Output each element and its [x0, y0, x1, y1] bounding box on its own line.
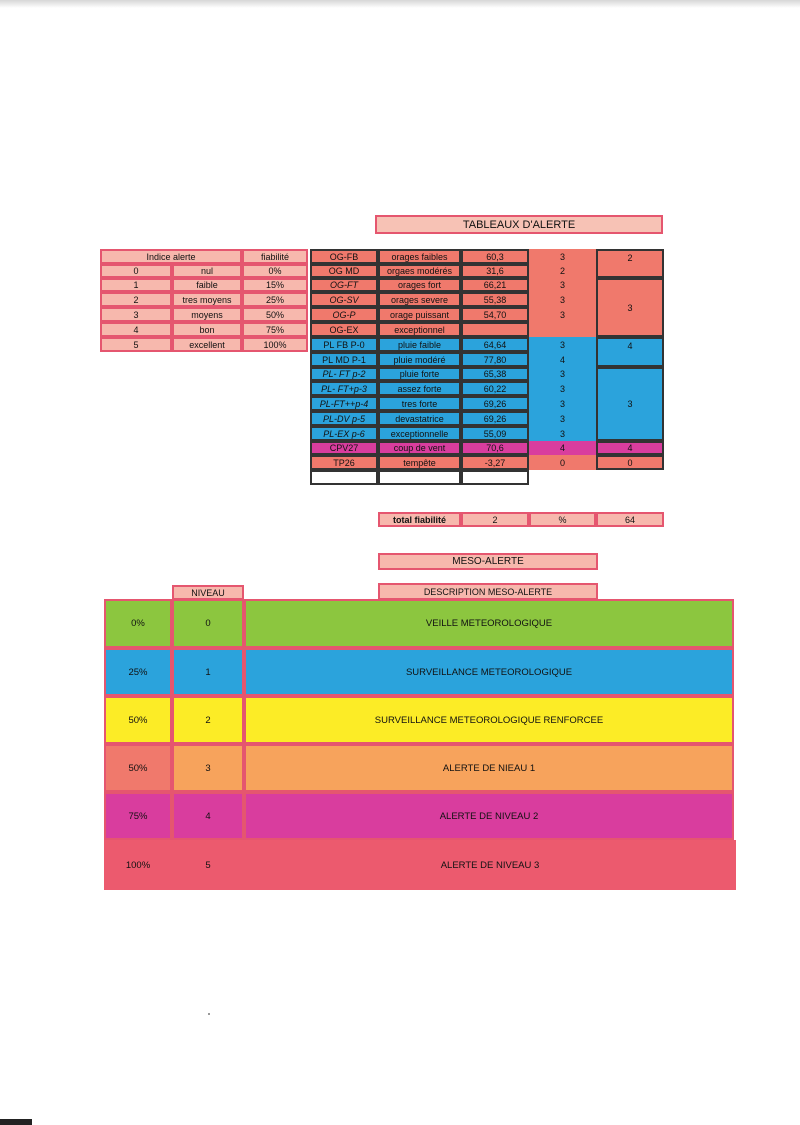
- alert-value: 54,70: [461, 307, 529, 322]
- alert-desc: exceptionnelle: [378, 426, 461, 441]
- alert-level: 3: [529, 337, 596, 352]
- total-unit: %: [529, 512, 596, 527]
- meso-pct: 50%: [104, 696, 172, 744]
- meso-desc: SURVEILLANCE METEOROLOGIQUE RENFORCEE: [244, 696, 734, 744]
- alert-level: 3: [529, 426, 596, 441]
- empty-cell: [310, 470, 378, 485]
- alert-value: 69,26: [461, 411, 529, 426]
- alert-level: 2: [529, 264, 596, 278]
- niveau-header: NIVEAU: [172, 585, 244, 600]
- alert-code: PL FB P-0: [310, 337, 378, 352]
- indice-label: faible: [172, 278, 242, 292]
- alert-value: -3,27: [461, 455, 529, 470]
- indice-header: Indice alerte: [100, 249, 242, 264]
- alert-code: CPV27: [310, 441, 378, 455]
- alert-group: 4: [596, 337, 664, 367]
- empty-cell: [461, 470, 529, 485]
- indice-pct: 100%: [242, 337, 308, 352]
- description-header: DESCRIPTION MESO-ALERTE: [378, 583, 598, 600]
- alert-group: 0: [596, 455, 664, 470]
- alert-level: 4: [529, 441, 596, 455]
- scan-speck: [208, 1013, 210, 1015]
- indice-num: 0: [100, 264, 172, 278]
- meso-level: 0: [172, 599, 244, 648]
- indice-label: tres moyens: [172, 292, 242, 307]
- alert-value: 70,6: [461, 441, 529, 455]
- alert-desc: exceptionnel: [378, 322, 461, 337]
- meso-desc: ALERTE DE NIVEAU 2: [244, 792, 734, 840]
- alert-desc: orages severe: [378, 292, 461, 307]
- alert-desc: coup de vent: [378, 441, 461, 455]
- alert-value: 60,22: [461, 381, 529, 396]
- meso-level: 3: [172, 744, 244, 792]
- alert-desc: tempête: [378, 455, 461, 470]
- meso-level: 5: [172, 840, 244, 890]
- alert-value: 55,09: [461, 426, 529, 441]
- alert-value: [461, 322, 529, 337]
- alert-level: 3: [529, 292, 596, 307]
- indice-num: 3: [100, 307, 172, 322]
- alert-desc: pluie modéré: [378, 352, 461, 367]
- meso-desc: VEILLE METEOROLOGIQUE: [244, 599, 734, 648]
- meso-title: MESO-ALERTE: [378, 553, 598, 570]
- meso-pct: 25%: [104, 648, 172, 696]
- indice-num: 5: [100, 337, 172, 352]
- indice-num: 2: [100, 292, 172, 307]
- alert-code: OG MD: [310, 264, 378, 278]
- alert-level: 3: [529, 411, 596, 426]
- alert-value: 69,26: [461, 396, 529, 411]
- alert-code: PL-DV p-5: [310, 411, 378, 426]
- meso-level: 4: [172, 792, 244, 840]
- alert-desc: devastatrice: [378, 411, 461, 426]
- alert-desc: orages fort: [378, 278, 461, 292]
- alert-level: [529, 322, 596, 337]
- alert-code: PL-FT++p-4: [310, 396, 378, 411]
- alert-level: 3: [529, 278, 596, 292]
- alert-code: OG-FB: [310, 249, 378, 264]
- alert-desc: pluie faible: [378, 337, 461, 352]
- meso-pct: 0%: [104, 599, 172, 648]
- alert-desc: tres forte: [378, 396, 461, 411]
- alert-level: 3: [529, 381, 596, 396]
- empty-cell: [378, 470, 461, 485]
- alert-value: 31,6: [461, 264, 529, 278]
- alert-level: 0: [529, 455, 596, 470]
- alert-value: 64,64: [461, 337, 529, 352]
- indice-label: nul: [172, 264, 242, 278]
- alert-value: 65,38: [461, 367, 529, 381]
- indice-pct: 75%: [242, 322, 308, 337]
- scan-edge: [0, 0, 800, 8]
- scan-corner: [0, 1119, 32, 1125]
- alert-group: 2: [596, 249, 664, 278]
- alert-code: OG-FT: [310, 278, 378, 292]
- alert-level: 3: [529, 396, 596, 411]
- indice-pct: 15%: [242, 278, 308, 292]
- total-value: 2: [461, 512, 529, 527]
- meso-desc: ALERTE DE NIEAU 1: [244, 744, 734, 792]
- total-label: total fiabilité: [378, 512, 461, 527]
- alert-desc: orages faibles: [378, 249, 461, 264]
- meso-desc: ALERTE DE NIVEAU 3: [244, 840, 736, 890]
- indice-num: 4: [100, 322, 172, 337]
- alert-desc: orage puissant: [378, 307, 461, 322]
- alert-code: OG-SV: [310, 292, 378, 307]
- alert-value: 66,21: [461, 278, 529, 292]
- meso-desc: SURVEILLANCE METEOROLOGIQUE: [244, 648, 734, 696]
- meso-level: 2: [172, 696, 244, 744]
- meso-pct: 75%: [104, 792, 172, 840]
- alert-value: 77,80: [461, 352, 529, 367]
- fiabilite-header: fiabilité: [242, 249, 308, 264]
- alert-value: 55,38: [461, 292, 529, 307]
- alert-desc: pluie forte: [378, 367, 461, 381]
- alert-code: OG-P: [310, 307, 378, 322]
- alert-group: 4: [596, 441, 664, 455]
- alert-code: OG-EX: [310, 322, 378, 337]
- meso-pct: 50%: [104, 744, 172, 792]
- indice-pct: 50%: [242, 307, 308, 322]
- page-title: TABLEAUX D'ALERTE: [375, 215, 663, 234]
- alert-desc: orgaes modérés: [378, 264, 461, 278]
- indice-pct: 0%: [242, 264, 308, 278]
- indice-label: bon: [172, 322, 242, 337]
- indice-pct: 25%: [242, 292, 308, 307]
- alert-level: 4: [529, 352, 596, 367]
- alert-level: 3: [529, 367, 596, 381]
- alert-group: 3: [596, 367, 664, 441]
- meso-level: 1: [172, 648, 244, 696]
- alert-code: TP26: [310, 455, 378, 470]
- total-score: 64: [596, 512, 664, 527]
- indice-label: moyens: [172, 307, 242, 322]
- meso-pct: 100%: [104, 840, 172, 890]
- alert-code: PL MD P-1: [310, 352, 378, 367]
- alert-desc: assez forte: [378, 381, 461, 396]
- alert-level: 3: [529, 249, 596, 264]
- indice-num: 1: [100, 278, 172, 292]
- alert-code: PL-EX p-6: [310, 426, 378, 441]
- alert-code: PL- FT+p-3: [310, 381, 378, 396]
- alert-group: 3: [596, 278, 664, 337]
- alert-code: PL- FT p-2: [310, 367, 378, 381]
- alert-level: 3: [529, 307, 596, 322]
- indice-label: excellent: [172, 337, 242, 352]
- alert-value: 60,3: [461, 249, 529, 264]
